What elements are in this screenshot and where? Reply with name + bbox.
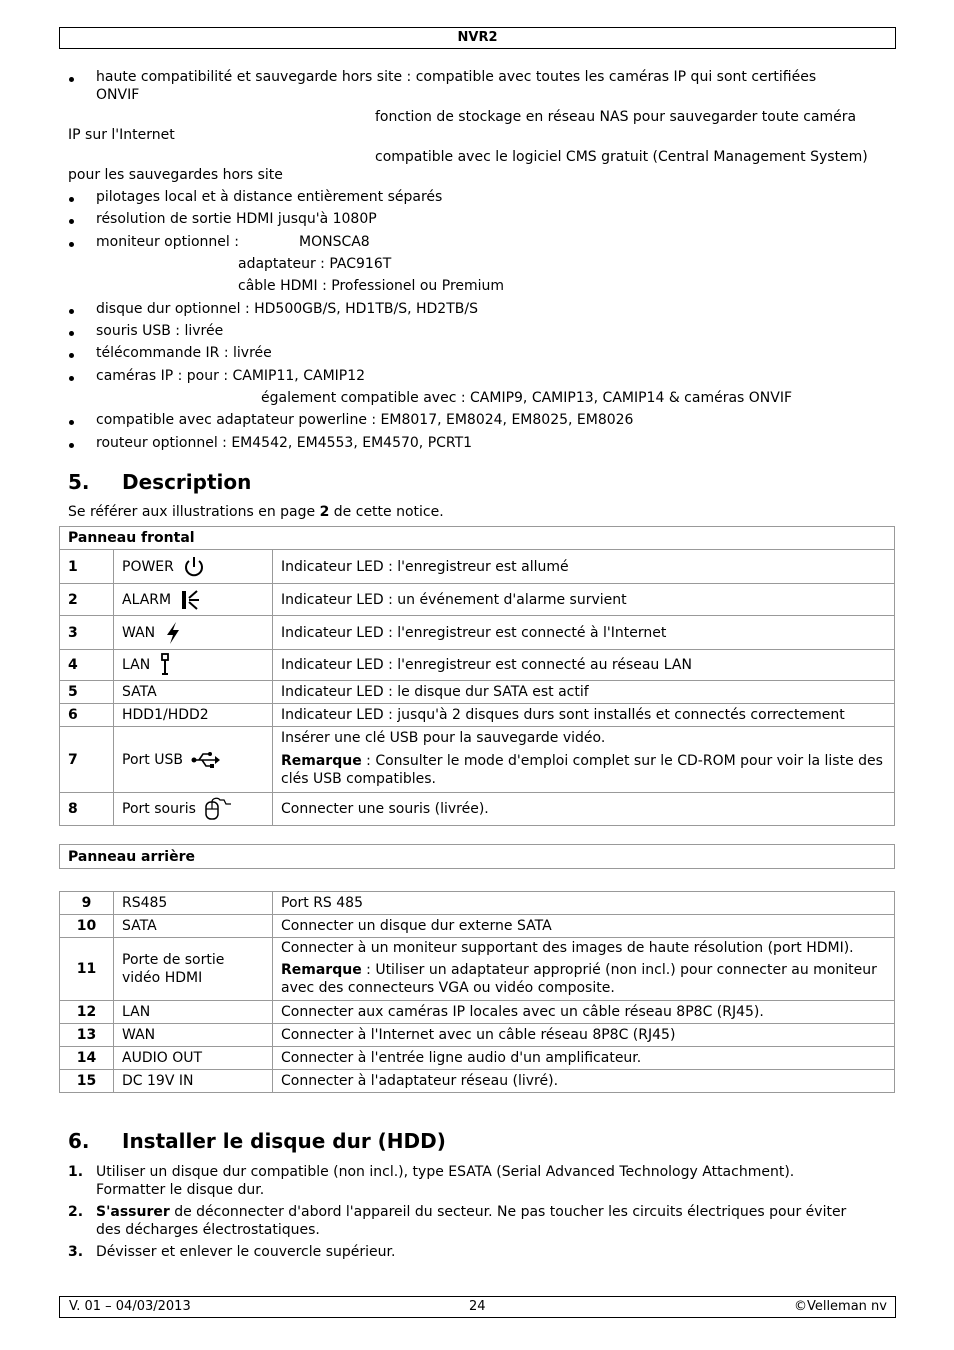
row-desc: Connecter à l'entrée ligne audio d'un amplificateur. — [273, 1047, 895, 1070]
bullet — [68, 325, 76, 333]
label-text: Port souris — [122, 801, 196, 817]
mouse-icon — [204, 797, 232, 821]
row-label: LAN — [114, 1001, 273, 1024]
table-row — [60, 892, 895, 915]
row-desc: Connecter un disque dur externe SATA — [273, 915, 895, 938]
intro-page: 2 — [319, 504, 330, 520]
remark — [281, 752, 886, 788]
row-number: 14 — [60, 1047, 114, 1070]
table-row — [60, 650, 895, 681]
row-desc: Indicateur LED : l'enregistreur est connecté au réseau LAN — [273, 650, 895, 681]
remark-text: : Consulter le mode d'emploi complet sur le CD-ROM pour voir la liste des clés USB compatibles. — [281, 753, 883, 787]
feature-1-nas-cont: IP sur l'Internet — [68, 127, 175, 143]
section-5-intro — [68, 503, 444, 521]
row-label: WAN — [114, 1024, 273, 1047]
footer-page-number: 24 — [469, 1299, 486, 1314]
feature-4-sub1: adaptateur : PAC916T — [238, 256, 392, 272]
row-label: HDD1/HDD2 — [114, 704, 273, 727]
section-5-heading — [68, 470, 251, 494]
label-text: POWER — [122, 558, 174, 575]
header-title: NVR2 — [457, 30, 498, 45]
feature-1-cms: compatible avec le logiciel CMS gratuit (Central Management System) — [375, 149, 868, 165]
row-number: 13 — [60, 1024, 114, 1047]
row-label: RS485 — [114, 892, 273, 915]
intro-text: Se référer aux illustrations en page — [68, 504, 320, 520]
section-number: 6. — [68, 1129, 90, 1153]
row-desc — [273, 727, 895, 793]
table-row — [60, 1070, 895, 1093]
feature-10: routeur optionnel : EM4542, EM4553, EM4570, PCRT1 — [96, 435, 473, 451]
remark — [281, 961, 886, 997]
footer-version: V. 01 – 04/03/2013 — [69, 1299, 191, 1314]
row-label: SATA — [114, 681, 273, 704]
feature-4-value: MONSCA8 — [299, 234, 370, 250]
label-text: Port USB — [122, 751, 183, 768]
front-panel-heading: Panneau frontal — [68, 530, 195, 546]
row-label: Porte de sortie vidéo HDMI — [114, 938, 273, 1001]
power-icon — [182, 555, 206, 579]
remark-label: Remarque — [281, 962, 362, 978]
row-desc: Connecter à l'adaptateur réseau (livré). — [273, 1070, 895, 1093]
row-desc: Connecter une souris (livrée). — [273, 793, 895, 826]
page-header — [59, 27, 896, 49]
bullet — [68, 437, 76, 445]
desc-line: Connecter à un moniteur supportant des images de haute résolution (port HDMI). — [281, 940, 854, 956]
feature-1-cms-cont: pour les sauvegardes hors site — [68, 167, 283, 183]
feature-4-sub2: câble HDMI : Professionel ou Premium — [238, 278, 505, 294]
row-label — [114, 650, 273, 681]
rear-panel-heading-table — [59, 844, 895, 869]
row-desc: Connecter aux caméras IP locales avec un câble réseau 8P8C (RJ45). — [273, 1001, 895, 1024]
bullet — [68, 236, 76, 244]
row-number: 3 — [60, 616, 114, 650]
row-label — [114, 793, 273, 826]
table-row — [60, 1024, 895, 1047]
row-desc: Indicateur LED : l'enregistreur est connecté à l'Internet — [273, 616, 895, 650]
table-heading — [60, 527, 895, 550]
row-number: 10 — [60, 915, 114, 938]
row-desc: Port RS 485 — [273, 892, 895, 915]
row-number: 12 — [60, 1001, 114, 1024]
bullet — [68, 213, 76, 221]
alarm-icon — [180, 588, 202, 612]
table-row — [60, 704, 895, 727]
table-row — [60, 1047, 895, 1070]
feature-5: disque dur optionnel : HD500GB/S, HD1TB/S, HD2TB/S — [96, 301, 478, 317]
row-label — [114, 727, 273, 793]
row-number: 15 — [60, 1070, 114, 1093]
label-text: ALARM — [122, 591, 172, 608]
step-number: 2. — [68, 1204, 84, 1220]
rear-panel-table — [59, 891, 895, 1093]
usb-icon — [191, 751, 221, 769]
step-3-line1: Dévisser et enlever le couvercle supérieur. — [96, 1244, 396, 1260]
label-text: LAN — [122, 657, 151, 673]
feature-6: souris USB : livrée — [96, 323, 224, 339]
feature-4-label: moniteur optionnel : — [96, 234, 239, 250]
intro-text-end: de cette notice. — [329, 504, 444, 520]
footer-copyright: ©Velleman nv — [793, 1299, 887, 1314]
table-row — [60, 550, 895, 584]
row-desc: Indicateur LED : le disque dur SATA est actif — [273, 681, 895, 704]
row-desc: Indicateur LED : l'enregistreur est allumé — [273, 550, 895, 584]
table-row — [60, 681, 895, 704]
remark-label: Remarque — [281, 753, 362, 769]
step-number: 1. — [68, 1164, 84, 1180]
row-label: AUDIO OUT — [114, 1047, 273, 1070]
desc-line: Insérer une clé USB pour la sauvegarde vidéo. — [281, 730, 606, 746]
step-2-line2: des décharges électrostatiques. — [96, 1222, 320, 1238]
page-footer — [59, 1296, 896, 1318]
row-desc: Indicateur LED : jusqu'à 2 disques durs sont installés et connectés correctement — [273, 704, 895, 727]
table-heading — [60, 845, 895, 869]
row-desc — [273, 938, 895, 1001]
feature-1-nas: fonction de stockage en réseau NAS pour sauvegarder toute caméra — [375, 109, 857, 125]
table-row — [60, 938, 895, 1001]
table-row — [60, 727, 895, 793]
row-label — [114, 550, 273, 584]
row-number: 1 — [60, 550, 114, 584]
row-desc: Connecter à l'Internet avec un câble réseau 8P8C (RJ45) — [273, 1024, 895, 1047]
row-label — [114, 584, 273, 616]
bullet — [68, 71, 76, 79]
section-6-heading — [68, 1129, 446, 1153]
feature-2: pilotages local et à distance entièrement séparés — [96, 189, 443, 205]
section-title: Installer le disque dur (HDD) — [122, 1129, 446, 1153]
table-row — [60, 1001, 895, 1024]
front-panel-table — [59, 526, 895, 826]
feature-7: télécommande IR : livrée — [96, 345, 272, 361]
remark-text: : Utiliser un adaptateur approprié (non incl.) pour connecter au moniteur avec des connecteurs VGA ou vidéo composite. — [281, 962, 877, 996]
row-label — [114, 616, 273, 650]
bullet — [68, 414, 76, 422]
bullet — [68, 303, 76, 311]
row-number: 4 — [60, 650, 114, 681]
table-row — [60, 584, 895, 616]
feature-8-sub: également compatible avec : CAMIP9, CAMIP13, CAMIP14 & caméras ONVIF — [261, 390, 793, 406]
table-row — [60, 915, 895, 938]
bullet — [68, 370, 76, 378]
bullet — [68, 191, 76, 199]
table-row — [60, 616, 895, 650]
feature-9: compatible avec adaptateur powerline : EM8017, EM8024, EM8025, EM8026 — [96, 412, 634, 428]
feature-8: caméras IP : pour : CAMIP11, CAMIP12 — [96, 368, 366, 384]
step-2-text: de déconnecter d'abord l'appareil du secteur. Ne pas toucher les circuits électriques pour éviter — [169, 1204, 847, 1220]
row-number: 8 — [60, 793, 114, 826]
feature-1-line2: ONVIF — [96, 87, 140, 103]
step-number: 3. — [68, 1244, 84, 1260]
row-number: 5 — [60, 681, 114, 704]
row-number: 2 — [60, 584, 114, 616]
feature-1-line1: haute compatibilité et sauvegarde hors site : compatible avec toutes les caméras IP qui sont certifiées — [96, 69, 817, 85]
table-row — [60, 793, 895, 826]
feature-3: résolution de sortie HDMI jusqu'à 1080P — [96, 211, 377, 227]
rear-panel-heading: Panneau arrière — [68, 848, 195, 865]
row-number: 11 — [60, 938, 114, 1001]
bullet — [68, 347, 76, 355]
label-text: WAN — [122, 624, 156, 641]
row-label: SATA — [114, 915, 273, 938]
step-1-line1: Utiliser un disque dur compatible (non incl.), type ESATA (Serial Advanced Technology Attachment). — [96, 1164, 795, 1180]
section-number: 5. — [68, 470, 90, 494]
section-title: Description — [122, 470, 252, 494]
network-icon — [159, 653, 171, 677]
row-label: DC 19V IN — [114, 1070, 273, 1093]
step-2-line1 — [96, 1203, 846, 1221]
step-2-emphasis: S'assurer — [96, 1204, 170, 1220]
row-number: 9 — [60, 892, 114, 915]
row-number: 6 — [60, 704, 114, 727]
lightning-icon — [164, 621, 182, 645]
row-number: 7 — [60, 727, 114, 793]
row-desc: Indicateur LED : un événement d'alarme survient — [273, 584, 895, 616]
step-1-line2: Formatter le disque dur. — [96, 1182, 265, 1198]
